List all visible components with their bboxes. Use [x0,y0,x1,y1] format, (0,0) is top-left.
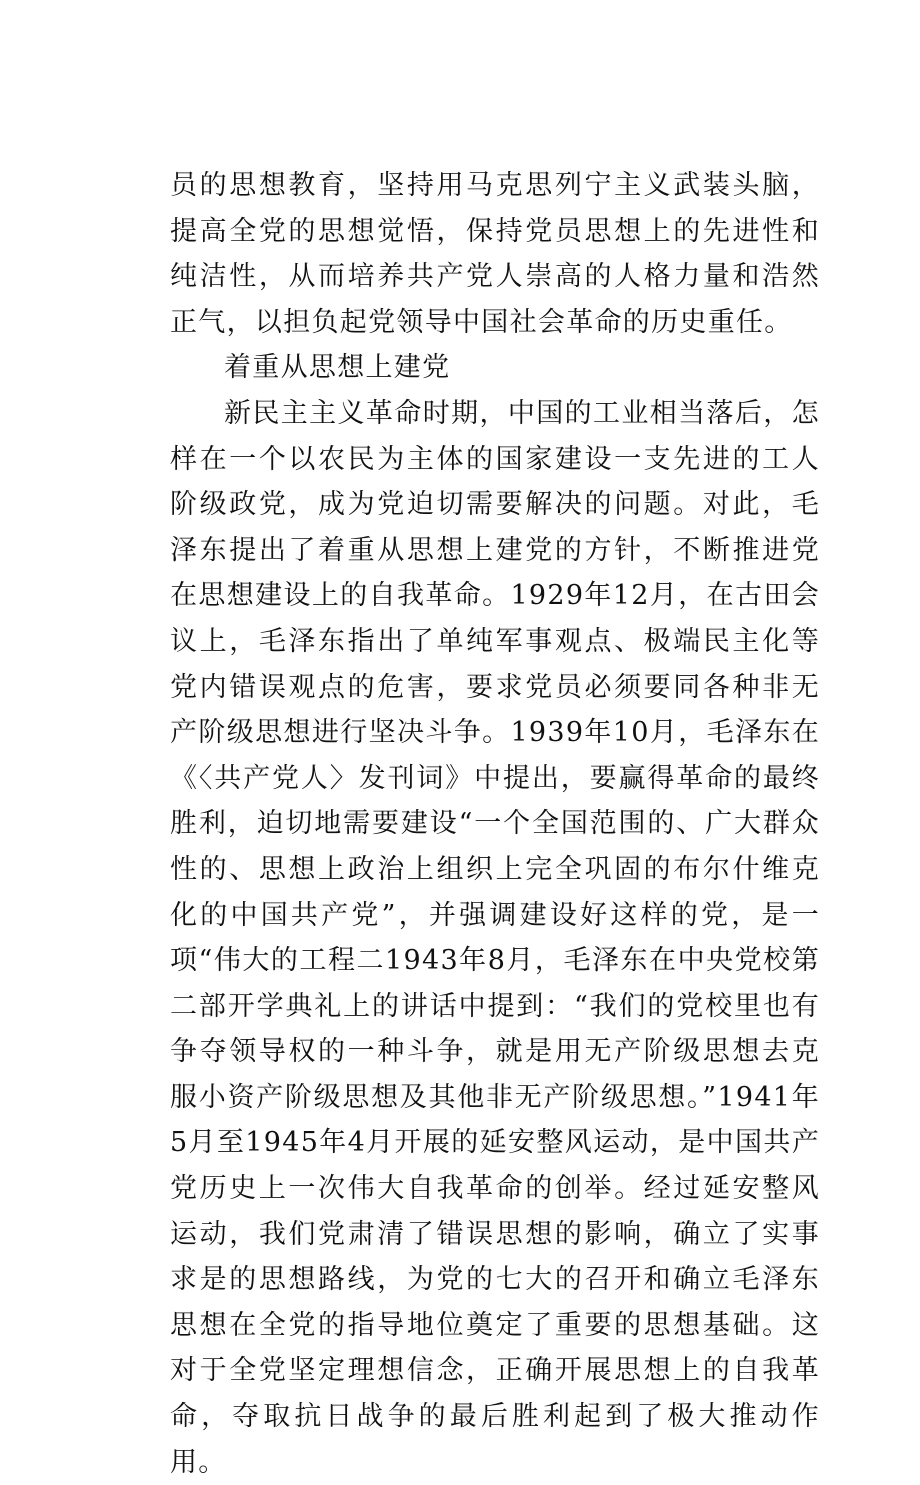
section-heading: 着重从思想上建党 [224,352,451,384]
paragraph-continuation: 员的思想教育，坚持用马克思列宁主义武装头脑，提高全党的思想觉悟，保持党员思想上的先进性和纯洁性，从而培养共产党人崇高的人格力量和浩然正气，以担负起党领导中国社会革命的历史重任。 [170,170,820,338]
document-body [170,163,820,1485]
paragraph-body: 新民主主义革命时期，中国的工业相当落后，怎样在一个以农民为主体的国家建设一支先进的工人阶级政党，成为党迫切需要解决的问题。对此，毛泽东提出了着重从思想上建党的方针，不断推进党在思想建设上的自我革命。1929年12月，在古田会议上，毛泽东指出了单纯军事观点、极端民主化等党内错误观点的危害，要求党员必须要同各种非无产阶级思想进行坚决斗争。1939年10月，毛泽东在《〈共产党人〉发刊词》中提出，要赢得革命的最终胜利，迫切地需要建设“一个全国范围的、广大群众性的、思想上政治上组织上完全巩固的布尔什维克化的中国共产党”，并强调建设好这样的党，是一项“伟大的工程二1943年8月，毛泽东在中央党校第二部开学典礼上的讲话中提到：“我们的党校里也有争夺领导权的一种斗争，就是用无产阶级思想去克服小资产阶级思想及其他非无产阶级思想。”1941年5月至1945年4月开展的延安整风运动，是中国共产党历史上一次伟大自我革命的创举。经过延安整风运动，我们党肃清了错误思想的影响，确立了实事求是的思想路线，为党的七大的召开和确立毛泽东思想在全党的指导地位奠定了重要的思想基础。这对于全党坚定理想信念，正确开展思想上的自我革命，夺取抗日战争的最后胜利起到了极大推动作用。 [170,397,820,1478]
